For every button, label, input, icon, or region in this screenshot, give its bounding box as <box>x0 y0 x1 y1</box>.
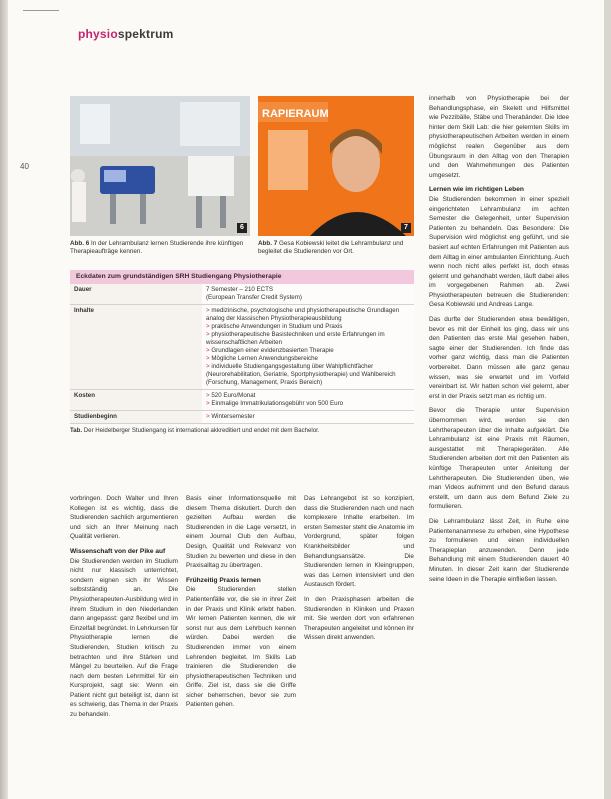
table-footnote-label: Tab. <box>70 427 83 434</box>
paragraph: In den Praxisphasen arbeiten die Studierenden in Kliniken und Praxen mit. Sie werden dort von erfahrenen Therapeuten angeleitet und können ihr Wissen direkt anwenden. <box>304 595 414 642</box>
caption-photo-6 <box>70 240 250 256</box>
paragraph: Bevor die Therapie unter Supervision übernommen wird, werden sie den Lehrtherapeuten über die Inhalte aufgeklärt. Die Lehrambulanz ist eine Praxis mit Räumen, ausgestattet mit Therapiegeräten. Alle Studierenden arbeiten dort mit den Patienten als künftige Therapeuten unter Anleitung der Lehrtherapeuten. Die Studierenden üben, wie man Videos aufnimmt und den Befund daraus erstellt, um dann aus dem Befund Ziele zu formulieren. <box>429 407 569 511</box>
table-row <box>70 390 414 411</box>
caption-photo-7 <box>258 240 414 256</box>
subheading: Frühzeitig Praxis lernen <box>186 576 261 584</box>
row-label: Studienbeginn <box>70 411 202 424</box>
photo-portrait <box>258 96 414 236</box>
paragraph: innerhalb von Physiotherapie bei der Behandlungsphase, ein Skelett und Hilfsmittel wie Pezzibälle, Stäbe und Therabänder. Die Idee hinter dem Skill Lab: die hier gelernten Skills im physiotherapeutischen Arbeiten werden in einem möglichst realen Gegenüber aus dem Übungsraum in den Alltag von den Therapien und den Wahrnehmungen des Patienten umgesetzt. <box>429 95 569 179</box>
row-value: > Wintersemester <box>202 411 414 424</box>
row-value: 7 Semester – 210 ECTS (European Transfer Credit System) <box>202 284 414 305</box>
page-number: 40 <box>20 162 29 171</box>
row-label: Dauer <box>70 284 202 305</box>
row-label: Kosten <box>70 390 202 411</box>
bottom-column-1 <box>70 494 178 725</box>
page-spine-shadow <box>0 0 8 799</box>
photo-number-7: 7 <box>401 223 411 233</box>
subheading: Wissenschaft von der Pike auf <box>70 547 166 555</box>
table-row <box>70 284 414 305</box>
paragraph: Die Studierenden bekommen in einer speziell eingerichteten Lehrambulanz im achten Semester die Gelegenheit, unter Supervision Patienten zu behandeln. Das Besondere: Die Supervision wird möglichst eng geführt, und sie basiert auf echten Erfahrungen mit Patienten aus dem Alltag in einer ambulanten Einrichtung. Auch wenn noch nicht alles perfekt ist, doch etwas gelernt und gehandhabt werden, läuft dabei alles im vorgegebenen Rahmen ab. Zwei Physiotherapeuten betreuen die Studierenden: Gesa Kobiewski und Andreas Lange. <box>429 195 569 309</box>
facts-table-grid <box>70 284 414 424</box>
treatment-room-illustration <box>70 96 250 236</box>
caption-7-label: Abb. 7 <box>258 240 278 247</box>
paragraph: Die Studierenden stellen Patientenfälle vor, die sie in ihrer Zeit in der Praxis und Klinik erlebt haben. Wir lernen Patienten kennen, die wir sonst nur aus dem Lehrbuch kennen würden. Dabei werden die Studierenden immer von einem Lehrenden begleitet. Im Skills Lab trainieren die Studierenden die physiotherapeutischen Techniken und Griffe. Ziel ist, dass sie die Griffe sicher beherrschen, bevor sie zum Patienten gehen. <box>186 586 296 709</box>
paragraph: Basis einer Informationsquelle mit diesem Thema diskutiert. Durch den gezielten Aufbau werden die Studierenden in die Lage versetzt, in einem Journal Club den Aufbau, Design, Qualität und Relevanz von Studien zu bewerten und diese in den Praxisalltag zu übertragen. <box>186 495 296 570</box>
table-footnote-text: Der Heidelberger Studiengang ist international akkreditiert und endet mit dem Bachelor. <box>83 427 320 434</box>
caption-6-label: Abb. 6 <box>70 240 90 247</box>
table-footnote <box>70 427 414 435</box>
poster-text: RAPIERAUM <box>262 108 329 120</box>
subheading: Lernen wie im richtigen Leben <box>429 186 524 194</box>
row-label: Inhalte <box>70 305 202 390</box>
caption-7-text: Gesa Kobiewski leitet die Lehrambulanz und begleitet die Studierenden vor Ort. <box>258 240 404 255</box>
photo-treatment-room <box>70 96 250 236</box>
caption-6-text: In der Lehrambulanz lernen Studierende ihre künftigen Therapieaufträge kennen. <box>70 240 244 255</box>
brand-part-spektrum: spektrum <box>117 27 174 41</box>
magazine-brand <box>78 27 174 41</box>
bottom-column-3 <box>304 494 414 648</box>
row-value: > 520 Euro/Monat > Einmalige Immatrikulationsgebühr von 500 Euro <box>202 390 414 411</box>
portrait-illustration <box>258 96 414 236</box>
brand-part-physio: physio <box>78 27 118 41</box>
right-column-text <box>429 94 569 589</box>
table-row <box>70 411 414 424</box>
paragraph: Das durfte der Studierenden etwa bewältigen, bevor es mit der Einheit los ging, dass wir uns den Patienten das erste Mal gesehen haben, sagte einer der Studierenden. Ich finde das vorher ganz wichtig, dass man die Patienten vorbereitet. Dann müssen alle ganz genau wissen, was sie erwartet und im Vorfeld vereinbart ist. Wir hatten schon viel gelernt, aber erst in der Praxis setzt man es richtig um. <box>429 316 569 400</box>
paragraph: Das Lehrangebot ist so konzipiert, dass die Studierenden nach und nach komplexere Inhalte erarbeiten. Im ersten Semester steht die Anatomie im Vordergrund, später folgen Krankheitsbilder und Behandlungsansätze. Die Studierenden lernen in Kleingruppen, was das Lernen intensiviert und den Austausch fördert. <box>304 495 414 589</box>
paragraph: vorbringen. Doch Walter und Ihren Kollegen ist es wichtig, dass die Studierenden sachlich argumentieren und sich an Ihrer Meinung nach Qualität verlieren. <box>70 495 178 541</box>
photo-number-6: 6 <box>237 223 247 233</box>
bottom-column-2 <box>186 494 296 715</box>
facts-table <box>70 270 414 484</box>
paragraph: Die Studierenden werden im Studium nicht nur klassisch unterrichtet, sondern eignen sich ihr Wissen selbstständig an. Die Physiotherapeuten-Ausbildung wird in ihrem Studium in den Niederlanden dann angepasst: ganz flexibel und im Einzelfall begründet. In Lehrkursen für Physiotherapie lernen die Studierenden, Studien kritisch zu betrachten und ihre Stärken und Mängel zu beurteilen. Auf die Frage nach dem besten Lehrmittel für ein Kursprojekt, sagt sie: Wenn ein Patient nicht gut beteiligt ist, dann ist es schwierig, das Thema in der Praxis zu behandeln. <box>70 557 178 719</box>
paragraph: Die Lehrambulanz lässt Zeit, in Ruhe eine Patientenanamnese zu erheben, eine Hypothese zu formulieren und einen individuellen Therapieplan anzuwenden. Denn jede Behandlung mit einem Studierenden dauert 40 Minuten. In dieser Zeit kann der Studierende seine Ideen in die Therapie einfließen lassen. <box>429 517 569 583</box>
magazine-page <box>8 0 604 799</box>
row-value: > medizinische, psychologische und physiotherapeutische Grundlagen analog der klassischen Physiotherapieausbildung > praktische Anwendungen in Studium und Praxis > physiotherapeutische Basistechniken und erste Erfahrungen im wissenschaftlichen Arbeiten > Grundlagen einer evidenzbasierten Therapie > Mögliche Lernen Anwendungsbereiche > individuelle Studiengangsgestaltung über Wahlpflichtfächer (Neurorehabilitation, Geriatrie, Sportphysiotherapie) und Wahlbereich (Forschung, Management, Praxis Bereich) <box>202 305 414 390</box>
top-rule <box>23 10 59 11</box>
table-row <box>70 305 414 390</box>
table-title: Eckdaten zum grundständigen SRH Studiengang Physiotherapie <box>70 270 414 284</box>
